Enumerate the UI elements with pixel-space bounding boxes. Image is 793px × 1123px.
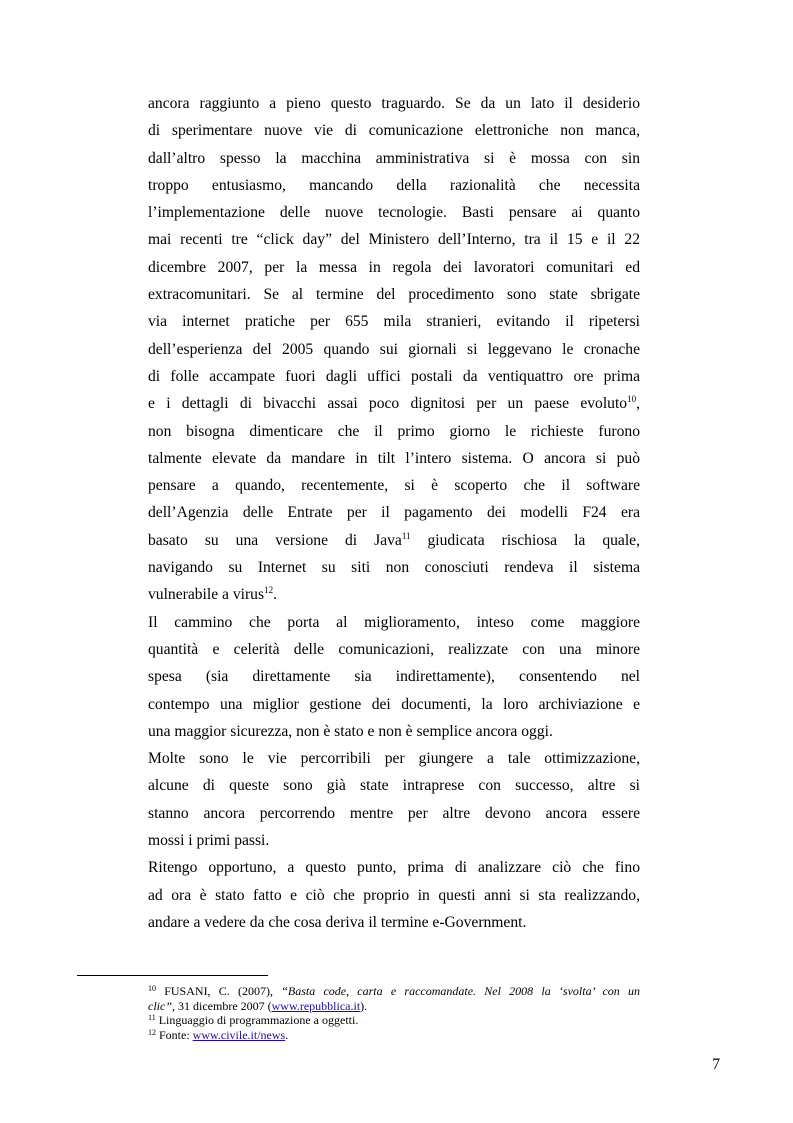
page-number: 7: [712, 1056, 720, 1073]
footnote-number: 10: [148, 984, 156, 993]
text-line: [148, 527, 640, 554]
text-line: pensare a quando, recentemente, si è scoperto che il software: [148, 477, 640, 495]
text-line: l’implementazione delle nuove tecnologie. Basti pensare ai quanto: [148, 204, 640, 222]
footnote-link[interactable]: www.civile.it/news: [192, 1027, 286, 1042]
text-line: extracomunitari. Se al termine del procedimento sono state sbrigate: [148, 286, 640, 304]
text-line: Ritengo opportuno, a questo punto, prima di analizzare ciò che fino: [148, 859, 640, 877]
line-text: basato su una versione di Java: [148, 531, 402, 549]
footnote-number: 11: [148, 1013, 156, 1022]
text-line: Molte sono le vie percorribili per giungere a tale ottimizzazione,: [148, 750, 640, 768]
text-line: una maggior sicurezza, non è stato e non è semplice ancora oggi.: [148, 722, 553, 740]
footnote-10: [148, 984, 640, 999]
text-line: [148, 581, 640, 608]
footnote-date: , 31 dicembre 2007 (: [172, 998, 272, 1013]
text-line: andare a vedere da che cosa deriva il termine e-Government.: [148, 913, 527, 931]
body-text: [148, 90, 640, 936]
text-line: alcune di queste sono già state intraprese con successo, altre si: [148, 777, 640, 795]
text-line: [148, 390, 640, 417]
text-line: troppo entusiasmo, mancando della razionalità che necessita: [148, 176, 640, 194]
text-line: di sperimentare nuove vie di comunicazione elettroniche non manca,: [148, 122, 640, 140]
text-line: dicembre 2007, per la messa in regola dei lavoratori comunitari ed: [148, 258, 640, 276]
footnote-ref-11[interactable]: 11: [401, 530, 411, 541]
text-line: quantità e celerità delle comunicazioni, realizzate con una minore: [148, 640, 640, 658]
text-line: dell’Agenzia delle Entrate per il pagamento dei modelli F24 era: [148, 504, 640, 522]
footnote-separator: [77, 975, 268, 976]
line-text: .: [273, 586, 277, 604]
text-line: spesa (sia direttamente sia indirettamente), consentendo nel: [148, 668, 640, 686]
footnote-link[interactable]: www.repubblica.it: [271, 998, 361, 1013]
text-line: non bisogna dimenticare che il primo giorno le richieste furono: [148, 422, 640, 440]
text-line: di folle accampate fuori dagli uffici postali da ventiquattro ore prima: [148, 367, 640, 385]
text-line: dell’esperienza del 2005 quando sui giornali si leggevano le cronache: [148, 340, 640, 358]
text-line: mossi i primi passi.: [148, 832, 270, 850]
text-line: talmente elevate da mandare in tilt l’intero sistema. O ancora si può: [148, 449, 640, 467]
footnote-text: Linguaggio di programmazione a oggetti.: [155, 1013, 359, 1027]
footnote-ref-10[interactable]: 10: [627, 394, 637, 405]
footnote-ref-12[interactable]: 12: [264, 585, 274, 596]
footnote-author: FUSANI, C. (2007),: [164, 984, 282, 998]
text-line: ad ora è stato fatto e ciò che proprio in questi anni si sta realizzando,: [148, 886, 640, 904]
footnote-text: ).: [360, 998, 368, 1013]
footnote-title: clic”: [148, 998, 172, 1013]
footnote-12: [148, 1028, 640, 1043]
text-line: stanno ancora percorrendo mentre per altre devono ancora essere: [148, 804, 640, 822]
text-line: ancora raggiunto a pieno questo traguardo. Se da un lato il desiderio: [148, 95, 640, 112]
line-text: e i dettagli di bivacchi assai poco dignitosi per un paese evoluto: [148, 395, 628, 413]
text-line: via internet pratiche per 655 mila stranieri, evitando il ripetersi: [148, 313, 640, 331]
line-text: ,: [636, 395, 640, 413]
text-line: mai recenti tre “click day” del Ministero dell’Interno, tra il 15 e il 22: [148, 231, 640, 249]
line-text: giudicata rischiosa la quale,: [410, 531, 640, 549]
footnote-text: .: [285, 1027, 289, 1042]
footnote-number: 12: [148, 1027, 156, 1037]
footnotes: [148, 984, 640, 1042]
text-line: navigando su Internet su siti non conosciuti rendeva il sistema: [148, 559, 640, 577]
footnote-text: Fonte:: [156, 1027, 193, 1042]
footnote-10-cont: [148, 999, 640, 1014]
footnote-11: [148, 1013, 640, 1028]
text-line: dall’altro spesso la macchina amministrativa si è mossa con sin: [148, 149, 640, 167]
footnote-title: “Basta code, carta e raccomandate. Nel 2008 la ‘svolta’ con un: [281, 984, 640, 998]
text-line: contempo una miglior gestione dei documenti, la loro archiviazione e: [148, 695, 640, 713]
text-line: Il cammino che porta al miglioramento, inteso come maggiore: [148, 613, 640, 631]
line-text: vulnerabile a virus: [148, 586, 265, 604]
